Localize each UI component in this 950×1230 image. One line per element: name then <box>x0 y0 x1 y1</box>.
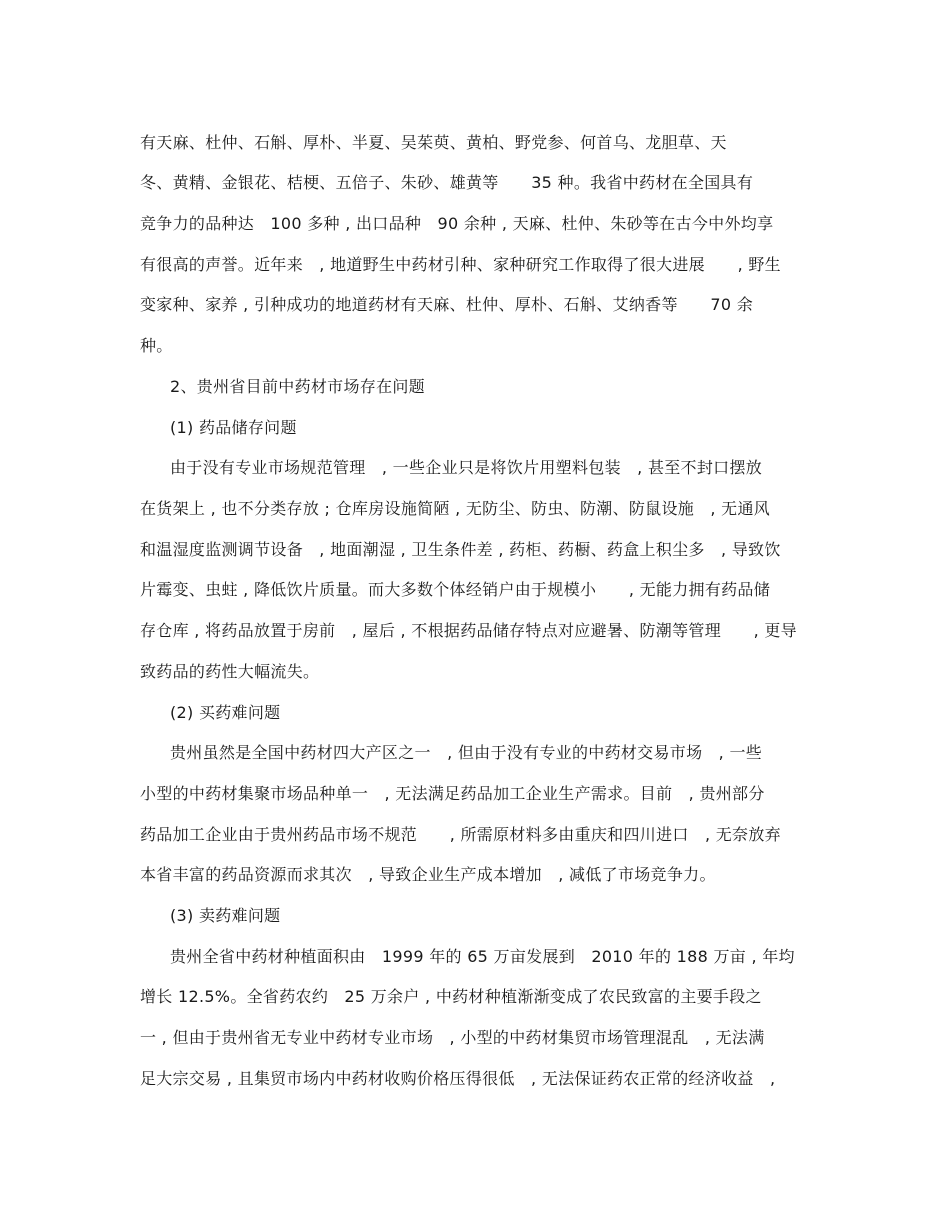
section-heading: 2、贵州省目前中药材市场存在问题 <box>170 377 425 396</box>
text-line: 变家种、家养 , 引种成功的地道药材有天麻、杜仲、厚朴、石斛、艾纳香等 70 余 <box>140 295 754 314</box>
text-line: 有很高的声誉。近年来 , 地道野生中药材引种、家种研究工作取得了很大进展 , 野生 <box>140 255 781 274</box>
text-line: 由于没有专业市场规范管理 , 一些企业只是将饮片用塑料包装 , 甚至不封口摆放 <box>170 458 763 477</box>
subsection-heading: (3) 卖药难问题 <box>170 906 281 925</box>
text-line: 有天麻、杜仲、石斛、厚朴、半夏、吴茱萸、黄柏、野党参、何首乌、龙胆草、天 <box>140 133 727 152</box>
text-line: 足大宗交易 , 且集贸市场内中药材收购价格压得很低 , 无法保证药农正常的经济收益 , <box>140 1069 776 1088</box>
subsection-heading: (1) 药品储存问题 <box>170 418 297 437</box>
text-line: 一 , 但由于贵州省无专业中药材专业市场 , 小型的中药材集贸市场管理混乱 , 无法满 <box>140 1028 765 1047</box>
text-line: 和温湿度监测调节设备 , 地面潮湿 , 卫生条件差 , 药柜、药橱、药盒上积尘多 , 导致饮 <box>140 540 781 559</box>
text-line: 在货架上 , 也不分类存放 ; 仓库房设施简陋 , 无防尘、防虫、防潮、防鼠设施 , 无通风 <box>140 499 771 518</box>
text-line: 存仓库 , 将药品放置于房前 , 屋后 , 不根据药品储存特点对应避暑、防潮等管理 , 更导 <box>140 621 797 640</box>
text-line: 贵州虽然是全国中药材四大产区之一 , 但由于没有专业的中药材交易市场 , 一些 <box>170 743 763 762</box>
text-line: 增长 12.5%。全省药农约 25 万余户 , 中药材种植渐渐变成了农民致富的主要手段之 <box>140 987 762 1006</box>
text-line: 致药品的药性大幅流失。 <box>140 662 320 681</box>
text-line: 冬、黄精、金银花、桔梗、五倍子、朱砂、雄黄等 35 种。我省中药材在全国具有 <box>140 173 754 192</box>
text-line: 竞争力的品种达 100 多种 , 出口品种 90 余种 , 天麻、杜仲、朱砂等在古今中外均享 <box>140 214 774 233</box>
text-line: 贵州全省中药材种植面积由 1999 年的 65 万亩发展到 2010 年的 188 万亩 , 年均 <box>170 947 795 966</box>
text-line: 种。 <box>140 336 173 355</box>
text-line: 本省丰富的药品资源而求其次 , 导致企业生产成本增加 , 减低了市场竞争力。 <box>140 865 716 884</box>
text-line: 片霉变、虫蛀 , 降低饮片质量。而大多数个体经销户由于规模小 , 无能力拥有药品储 <box>140 580 771 599</box>
text-line: 小型的中药材集聚市场品种单一 , 无法满足药品加工企业生产需求。目前 , 贵州部分 <box>140 784 765 803</box>
subsection-heading: (2) 买药难问题 <box>170 703 281 722</box>
text-line: 药品加工企业由于贵州药品市场不规范 , 所需原材料多由重庆和四川进口 , 无奈放弃 <box>140 825 781 844</box>
